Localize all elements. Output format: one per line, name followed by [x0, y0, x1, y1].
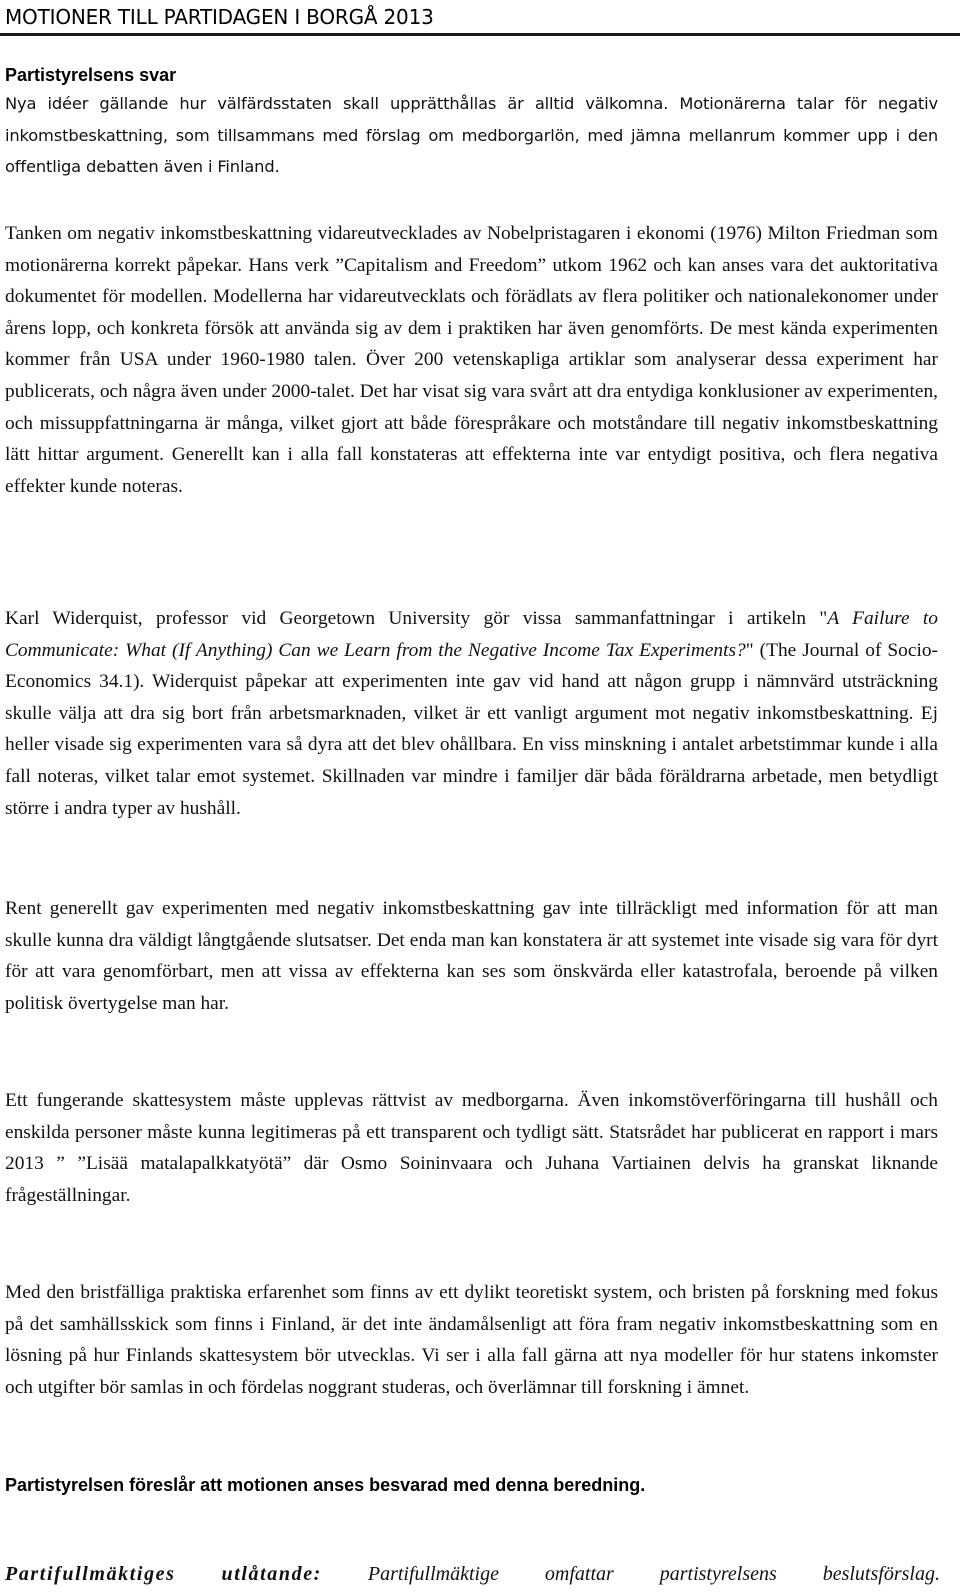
paragraph-tax-system: Ett fungerande skattesystem måste upplevas rättvist av medborgarna. Även inkomstöverföringarna till hushåll och enskilda personer måste kunna legitimeras på ett transparent och tydligt sätt. Statsrådet har publicerat en rapport i mars 2013 ” ”Lisää matalapalkkatyötä” där Osmo Soininvaara och Juhana Vartiainen delvis ha granskat liknande frågeställningar.	[5, 1090, 938, 1206]
document-header-title: MOTIONER TILL PARTIDAGEN I BORGÅ 2013	[5, 5, 434, 29]
paragraph-recommendation: Med den bristfälliga praktiska erfarenhet som finns av ett dylikt teoretiskt system, och bristen på forskning med fokus på det samhällsskick som finns i Finland, är det inte ändamålsenligt att föra fram negativ inkomstbeskattning som en lösning på hur Finlands skattesystem bör utvecklas. Vi ser i alla fall gärna att nya modeller för hur statens inkomster och utgifter bör samlas in och fördelas noggrant studeras, och överlämnar till forskning i ämnet.	[5, 1282, 938, 1398]
council-statement-word: Partifullmäktige	[367, 1563, 499, 1585]
header-divider	[0, 33, 960, 36]
paragraph-widerquist	[5, 603, 938, 824]
council-statement	[5, 1561, 940, 1591]
council-statement-word: omfattar	[544, 1563, 614, 1585]
section-heading: Partistyrelsens svar	[5, 65, 177, 85]
council-statement-word: partistyrelsens	[659, 1563, 777, 1585]
paragraph-intro: Nya idéer gällande hur välfärdsstaten skall upprätthållas är alltid välkomna. Motionärerna talar för negativ inkomstbeskattning, som tillsammans med förslag om medborgarlön, med jämna mellanrum kommer upp i den offentliga debatten även i Finland.	[5, 94, 938, 177]
article-title: A Failure to Communicate: What (If Anything) Can we Learn from the Negative Income Tax Experiments?	[5, 608, 938, 661]
board-proposal: Partistyrelsen föreslår att motionen anses besvarad med denna beredning.	[5, 1475, 646, 1495]
paragraph-conclusion: Rent generellt gav experimenten med negativ inkomstbeskattning gav inte tillräckligt med information för att man skulle kunna dra väldigt långtgående slutsatser. Det enda man kan konstatera är att systemet inte visade sig vara för dyrt för att vara genomförbart, men att vissa av effekterna kan ses som önskvärda eller katastrofala, beroende på vilken politisk övertygelse man har.	[5, 898, 938, 1014]
paragraph-widerquist-lead: Karl Widerquist, professor vid Georgetown University gör vissa sammanfattningar i artikeln "	[5, 608, 828, 629]
council-statement-label-suffix: utlåtande:	[221, 1563, 322, 1585]
council-statement-label: Partifullmäktiges	[5, 1563, 176, 1585]
paragraph-friedman: Tanken om negativ inkomstbeskattning vidareutvecklades av Nobelpristagaren i ekonomi (1976) Milton Friedman som motionärerna korrekt påpekar. Hans verk ”Capitalism and Freedom” utkom 1962 och kan anses vara det auktoritativa dokumentet för modellen. Modellerna har vidareutvecklats och förädlats av flera politiker och nationalekonomer under årens lopp, och konkreta försök att använda sig av dem i praktiken har även genomförts. De mest kända experimenten kommer från USA under 1960-1980 talen. Över 200 vetenskapliga artiklar som analyserar dessa experiment har publicerats, och några även under 2000-talet. Det har visat sig vara svårt att dra entydiga konklusioner av experimenten, och missuppfattningarna är många, vilket gjort att både förespråkare och motståndare till negativ inkomstbeskattning lätt hittar argument. Generellt kan i alla fall konstateras att effekterna inte var entydigt positiva, och flera negativa effekter kunde noteras.	[5, 223, 938, 497]
paragraph-widerquist-body: " (The Journal of Socio-Economics 34.1). Widerquist påpekar att experimenten inte gav vid hand att någon grupp i nämnvärd utsträckning skulle välja att dra sig bort från arbetsmarknaden, vilket är ett vanligt argument mot negativ inkomstbeskattning. Ej heller visade sig experimenten vara så dyra att det blev ohållbara. En viss minskning i antalet arbetstimmar kunde i alla fall noteras, vilket talar emot systemet. Skillnaden var mindre i familjer där båda föräldrarna arbetade, men betydligt större i andra typer av hushåll.	[5, 639, 938, 819]
council-statement-word: beslutsförslag.	[822, 1563, 940, 1585]
